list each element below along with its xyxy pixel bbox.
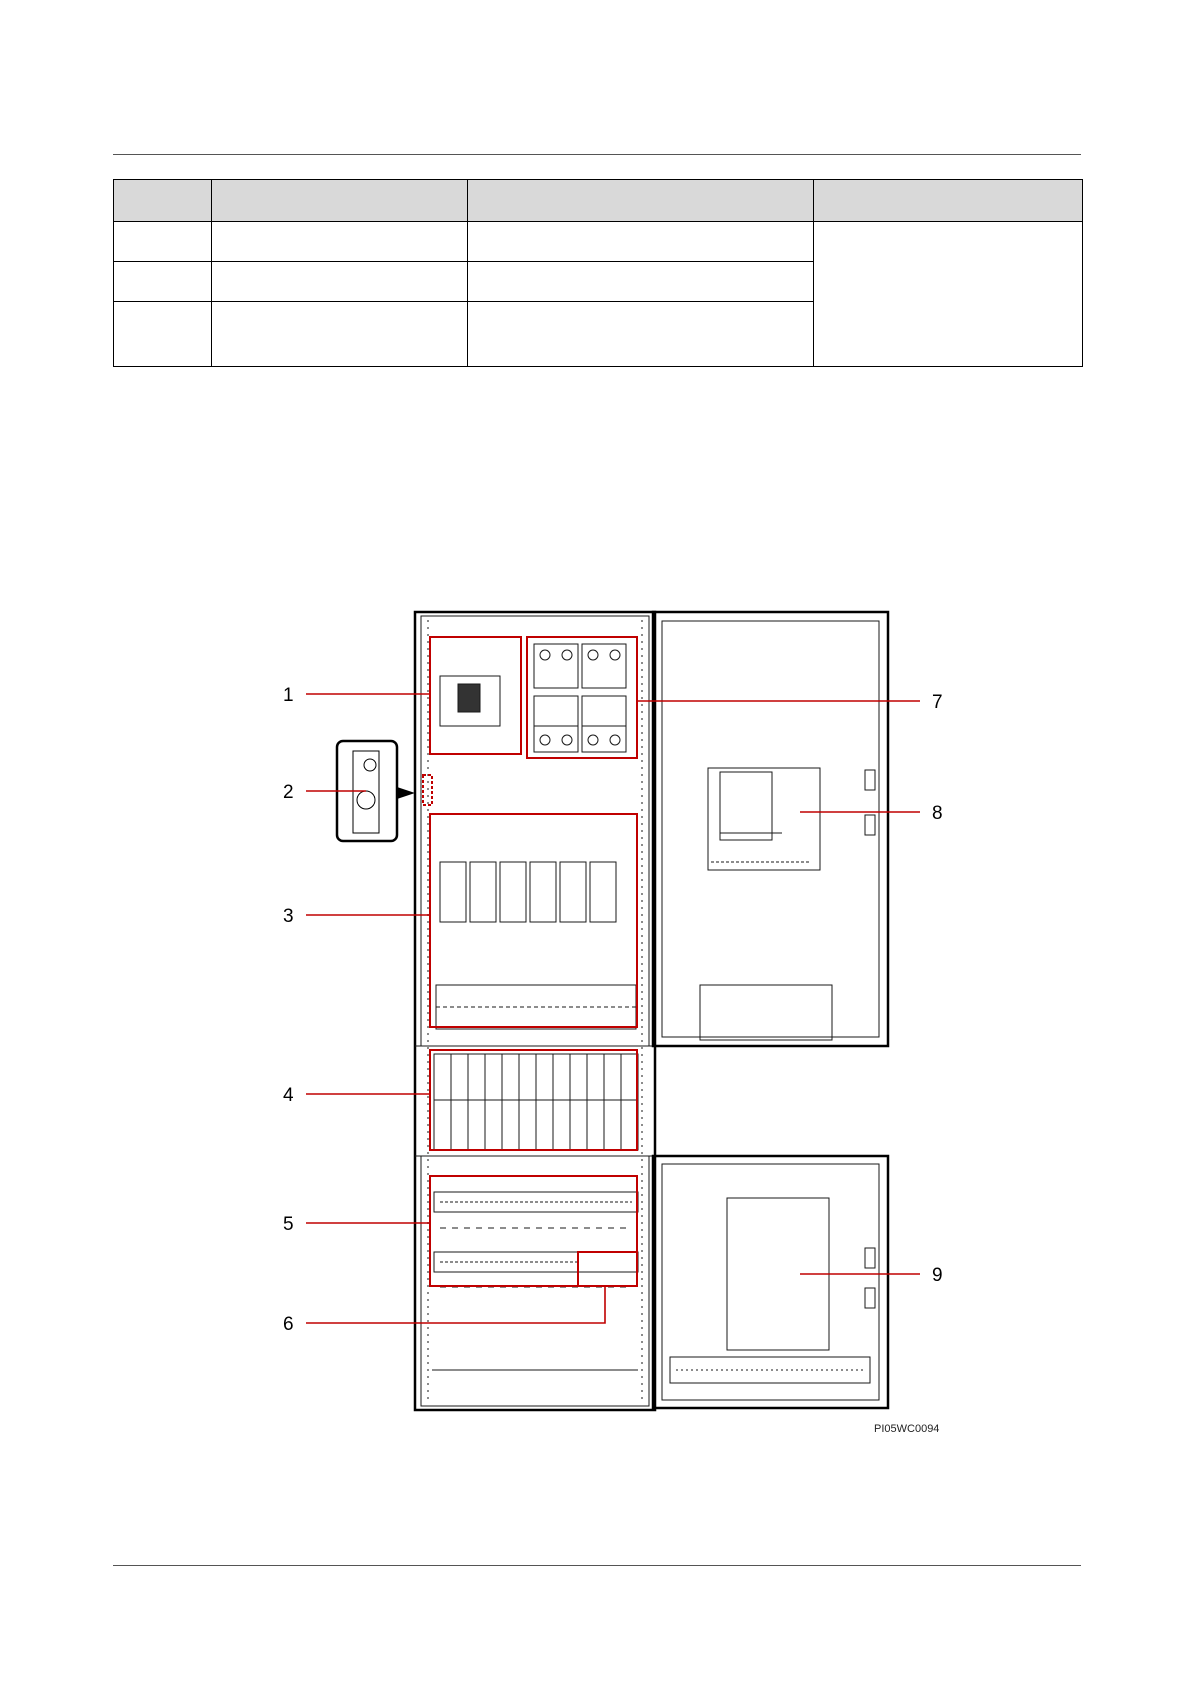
callout-number-9: 9 bbox=[932, 1265, 943, 1286]
callout-number-6: 6 bbox=[283, 1314, 294, 1335]
callout-number-3: 3 bbox=[283, 906, 294, 927]
breaker-module bbox=[440, 676, 500, 726]
cabinet-body bbox=[415, 612, 655, 1410]
footer-rule bbox=[113, 1565, 1081, 1566]
figure-id: PI05WC0094 bbox=[874, 1423, 940, 1435]
fuse-holder-row bbox=[436, 862, 636, 1029]
highlight-box-6 bbox=[578, 1252, 637, 1286]
leader-line-6 bbox=[306, 1286, 605, 1323]
fuse-switch-block bbox=[534, 644, 626, 752]
callout-number-1: 1 bbox=[283, 685, 294, 706]
highlight-boxes bbox=[423, 637, 637, 1286]
highlight-box-3 bbox=[430, 814, 637, 1027]
callout-number-4: 4 bbox=[283, 1085, 294, 1106]
callout-number-2: 2 bbox=[283, 782, 294, 803]
upper-door bbox=[653, 612, 888, 1046]
lower-door bbox=[653, 1156, 888, 1408]
module-slot-row bbox=[434, 1054, 638, 1150]
output-breaker-rows bbox=[434, 1192, 638, 1287]
callout-number-5: 5 bbox=[283, 1214, 294, 1235]
callout-number-7: 7 bbox=[932, 692, 943, 713]
callout-number-8: 8 bbox=[932, 803, 943, 824]
